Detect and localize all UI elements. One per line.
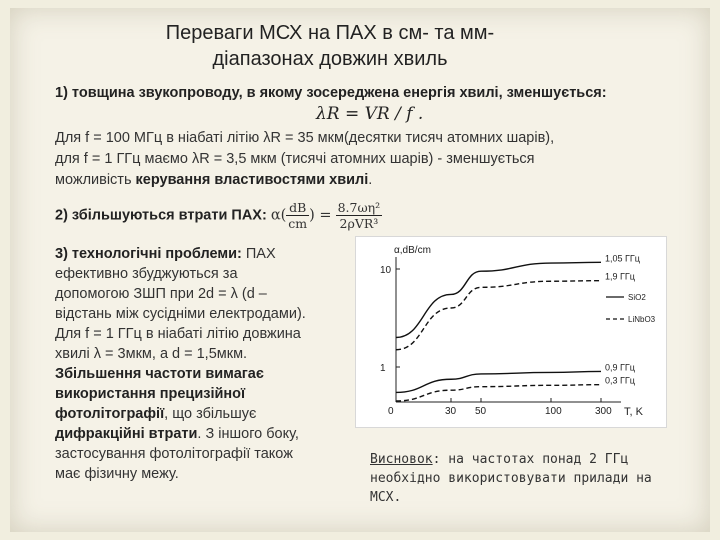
frac2-numerator: 8.7ωη² <box>337 200 381 215</box>
db-per-cm-fraction <box>286 200 309 231</box>
point3-l1-rest: ПАХ <box>241 246 276 262</box>
point1-line-c <box>55 170 705 190</box>
point1-line-a: Для f = 100 МГц в ніабаті літію λR = 35 мкм(десятки тисяч атомних шарів), <box>55 130 555 146</box>
series-label: 0,9 ГГц <box>605 362 635 373</box>
wavelength-formula: λR = VR / f . <box>316 104 424 124</box>
point3-line-7: застосування фотолітографії також <box>55 446 293 462</box>
point3-line-5: Для f = 1 ГГц в ніабаті літію довжина <box>55 326 301 342</box>
x-axis-label: T, K <box>624 406 643 418</box>
point1-line-c-pre: можливість <box>55 172 136 188</box>
frac1-numerator: dB <box>286 200 309 216</box>
title-line-2: діапазонах довжин хвиль <box>212 48 448 70</box>
conclusion-line-3: МСХ. <box>370 490 402 505</box>
point2-text: 2) збільшуються втрати ПАХ: <box>55 207 271 224</box>
chart-svg <box>356 237 666 427</box>
point3-line-1 <box>55 244 355 264</box>
series-label: 1,9 ГГц <box>605 271 635 282</box>
x-tick-label: 50 <box>475 406 487 417</box>
attenuation-chart <box>355 236 667 428</box>
equals-sign: ) = <box>309 207 332 224</box>
point3-line-b3 <box>55 404 355 424</box>
point3-bold-2: використання прецизійної <box>55 386 246 402</box>
point3-line-6: хвилі λ = 3мкм, а d = 1,5мкм. <box>55 346 248 362</box>
point1-line-c-post: . <box>368 172 373 188</box>
legend-sio2: SiO2 <box>628 293 646 302</box>
point3-heading: 3) технологічні проблеми: <box>55 246 242 262</box>
point3-line-4: відстань між сусідніми електродами). <box>55 306 306 322</box>
diffraction-losses-text: дифракційні втрати <box>55 426 198 442</box>
point3-line-3: допомогою ЗШП при 2d = λ (d – <box>55 286 267 302</box>
point3-b4-rest: . З іншого боку, <box>197 426 299 442</box>
series-line <box>396 281 601 350</box>
point1-line-b: для f = 1 ГГц маємо λR = 3,5 мкм (тисячі атомних шарів) - зменшується <box>55 151 535 167</box>
y-tick-label: 10 <box>380 265 392 276</box>
alpha-symbol: α( <box>270 207 287 224</box>
point3-b3-rest: , що збільшує <box>164 406 257 422</box>
frac2-denominator: 2ρVR³ <box>339 216 379 231</box>
series-label: 0,3 ГГц <box>605 375 635 386</box>
point3-line-8: має фізичну межу. <box>55 466 179 482</box>
control-properties-text: керування властивостями хвилі <box>135 172 369 188</box>
conclusion-line-1 <box>370 450 690 469</box>
point1-heading: 1) товщина звукопроводу, в якому зосереджена енергія хвилі, зменшується: <box>55 85 607 101</box>
slide-title <box>90 20 570 72</box>
y-axis-label: α,dB/cm <box>394 245 431 256</box>
legend-linbo3: LiNbO3 <box>628 315 656 324</box>
x-tick-label: 300 <box>595 406 612 417</box>
point3-bold-1: Збільшення частоти вимагає <box>55 366 264 382</box>
frac1-denominator: cm <box>288 216 308 231</box>
x-tick-label: 30 <box>445 406 457 417</box>
series-line <box>396 371 601 392</box>
title-line-1: Переваги МСХ на ПАХ в см- та мм- <box>165 22 495 44</box>
photolithography-text: фотолітографії <box>55 406 165 422</box>
point2-losses <box>55 200 475 231</box>
x-tick-label: 0 <box>388 406 394 417</box>
series-line <box>396 262 601 337</box>
conclusion-block <box>370 450 690 507</box>
point3-line-2: ефективно збуджуються за <box>55 266 238 282</box>
y-tick-label: 1 <box>380 363 386 374</box>
series-line <box>396 385 601 401</box>
conclusion-line-2: необхідно використовувати прилади на <box>370 471 652 486</box>
point3-line-b4 <box>55 424 355 444</box>
conclusion-text-1: : на частотах понад 2 ГГц <box>432 452 629 467</box>
x-tick-label: 100 <box>545 406 562 417</box>
conclusion-label: Висновок <box>370 452 433 467</box>
series-label: 1,05 ГГц <box>605 253 640 264</box>
loss-formula-fraction <box>336 200 383 231</box>
point3-block <box>55 244 355 484</box>
